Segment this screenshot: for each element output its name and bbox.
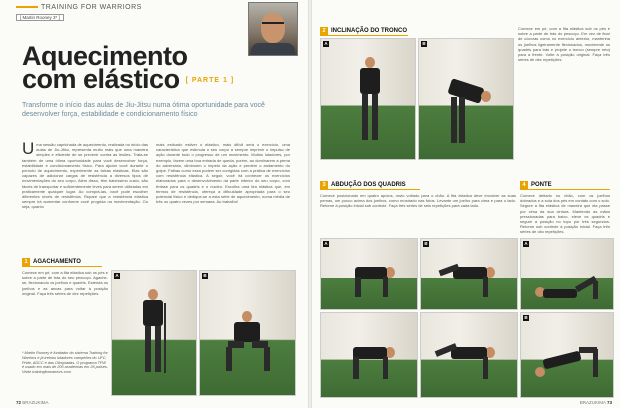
- exercise-2-photo-a: A: [320, 38, 416, 160]
- left-page: [0, 0, 308, 408]
- article-title: [22, 41, 235, 94]
- exercise-4-photo-a: A: [520, 238, 614, 310]
- exercise-3-photo-a: A: [320, 238, 418, 310]
- drop-cap: U: [22, 139, 35, 158]
- exercise-3-text: Comece posicionado em quatro apoios, rosto voltado para o chão. A fita elástica deve envolver as suas pernas, um pouco acima dos joelhos, como mostrado nas fotos. Levante um joelho para cima e para o lado. Retorne à posição inicial sob controle. Faça três séries de seis repetições para cada lado.: [320, 193, 516, 209]
- exercise-1-photo-b: B: [199, 270, 296, 396]
- right-folio: BRAZUKIMA 73: [579, 400, 612, 405]
- title-line-2: com elástico [ PARTE 1 ]: [22, 64, 235, 94]
- author-tag: [ Martin Rooney 3* ]: [16, 14, 64, 21]
- exercise-1-heading: 1 AGACHAMENTO: [22, 257, 102, 266]
- exercise-4-heading: 4 PONTE: [520, 180, 610, 189]
- section-tag: TRAINING FOR WARRIORS: [16, 4, 142, 11]
- left-folio: 72 BRAZUKIMA: [16, 400, 49, 405]
- exercise-4-photo-b: B: [520, 312, 614, 398]
- intro-paragraph: Transforme o início das aulas de Jiu-Jitsu numa ótima oportunidade para você desenvolver força, estabilidade e condicionamento físico: [22, 102, 265, 118]
- body-column-2: mais esticado estiver o elástico, mais difícil será o exercício, uma característica que estimula o seu corpo a sempre imprimir o impulso de ação durante todo o progresso de um movimento. Muitos lutadores, por exemplo, fazem uma boa entrada de queda, porém, ao dominarem a perna do adversário, diminuem o ímpeto da ação e perdem o andamento do golpe. Falhas como essa podem ser corrigidas com a prática de exercícios com resistência elástica. A seguir, você irá conhecer os exercícios elaborados para o desenvolvimento da parte inferior do seu corpo, com ênfase para os quadris e o núcleo. Escolha uma tira elástica que, em termos de resistência, ofereça a dificuldade apropriada para o seu potencial físico e dedique-se a esta série de aquecimento, numa média de três ou quatro vezes por semana. Ao trabalho!: [156, 142, 290, 205]
- exercise-2-photo-b: B: [418, 38, 514, 160]
- exercise-2-text: Comece em pé, com a fita elástica sob os pés e sobre a parte de trás do pescoço. Em vez de ficar de cócoras como no exercício anterior, mantenha os joelhos ligeiramente flexionados, movimente os quadris para trás e projete o tronco (sempre reto) para a frente. Volte à posição original. Faça três séries de dez repetições.: [518, 26, 610, 63]
- exercise-1-photo-a: A: [111, 270, 197, 396]
- exercise-2-heading: 2 INCLINAÇÃO DO TRONCO: [320, 26, 408, 35]
- part-label: [ PARTE 1 ]: [185, 77, 235, 85]
- exercise-3-photo-d: [420, 312, 518, 398]
- exercise-1-text: Comece em pé, com a fita elástica sob os pés e sobre a parte de trás do seu pescoço. Agache-se, flexionando os joelhos e quadris. Estenda os joelhos e as ancas para voltar à posição original. Faça três séries de dez repetições.: [22, 270, 108, 296]
- title-line-1: Aquecimento: [22, 41, 188, 71]
- author-footnote: * Martin Rooney é fundador do sistema Training for Warriors e já treinou lutadores campeões do UFC, Pride, ADCC e das Olimpíadas. O programa TFW é usado em mais de 200 academias em 26 países. Visite trainingforwarriors.com: [22, 351, 108, 375]
- section-bar: [16, 6, 38, 8]
- right-page: [312, 0, 620, 408]
- exercise-3-photo-c: [320, 312, 418, 398]
- exercise-3-photo-b: B: [420, 238, 518, 310]
- exercise-3-heading: 3 ABDUÇÃO DOS QUADRIS: [320, 180, 420, 189]
- body-column-1: Uma sessão caprichada de aquecimento, realizada no início das aulas de Jiu-Jitsu, representa muito mais que uma maneira simples e eficiente de se prevenir contra as lesões. Trata-se também de uma ótima oportunidade para você desenvolver força, estabilidade e condicionamento físico. Para ajudar você durante o período de aquecimento, experimente as faixas elásticas. Elas são capazes de adicionar cargas de resistência a diversos tipos de movimentações do seu corpo. Além disso, têm baixíssimo custo, são fáceis de transportar e suficientemente leves para serem utilizadas em praticamente qualquer lugar. Ao comprá-las, você pode escolher diferentes níveis de resistência. Repare que a resistência elástica sempre irá aumentar conforme você progrida na movimentação. Ou seja, quanto: [22, 139, 148, 210]
- author-photo: [248, 2, 298, 56]
- exercise-4-text: Comece deitado no chão, com os joelhos dobrados e a sola dos pés em contato com o solo. Segure a fita elástica de maneira que ela passe por cima da sua cintura. Mantendo as mãos pressionadas para baixo, eleve os quadris e segure a posição no topo por três segundos. Retorne sob controle à posição inicial. Faça três séries de oito repetições.: [520, 193, 610, 235]
